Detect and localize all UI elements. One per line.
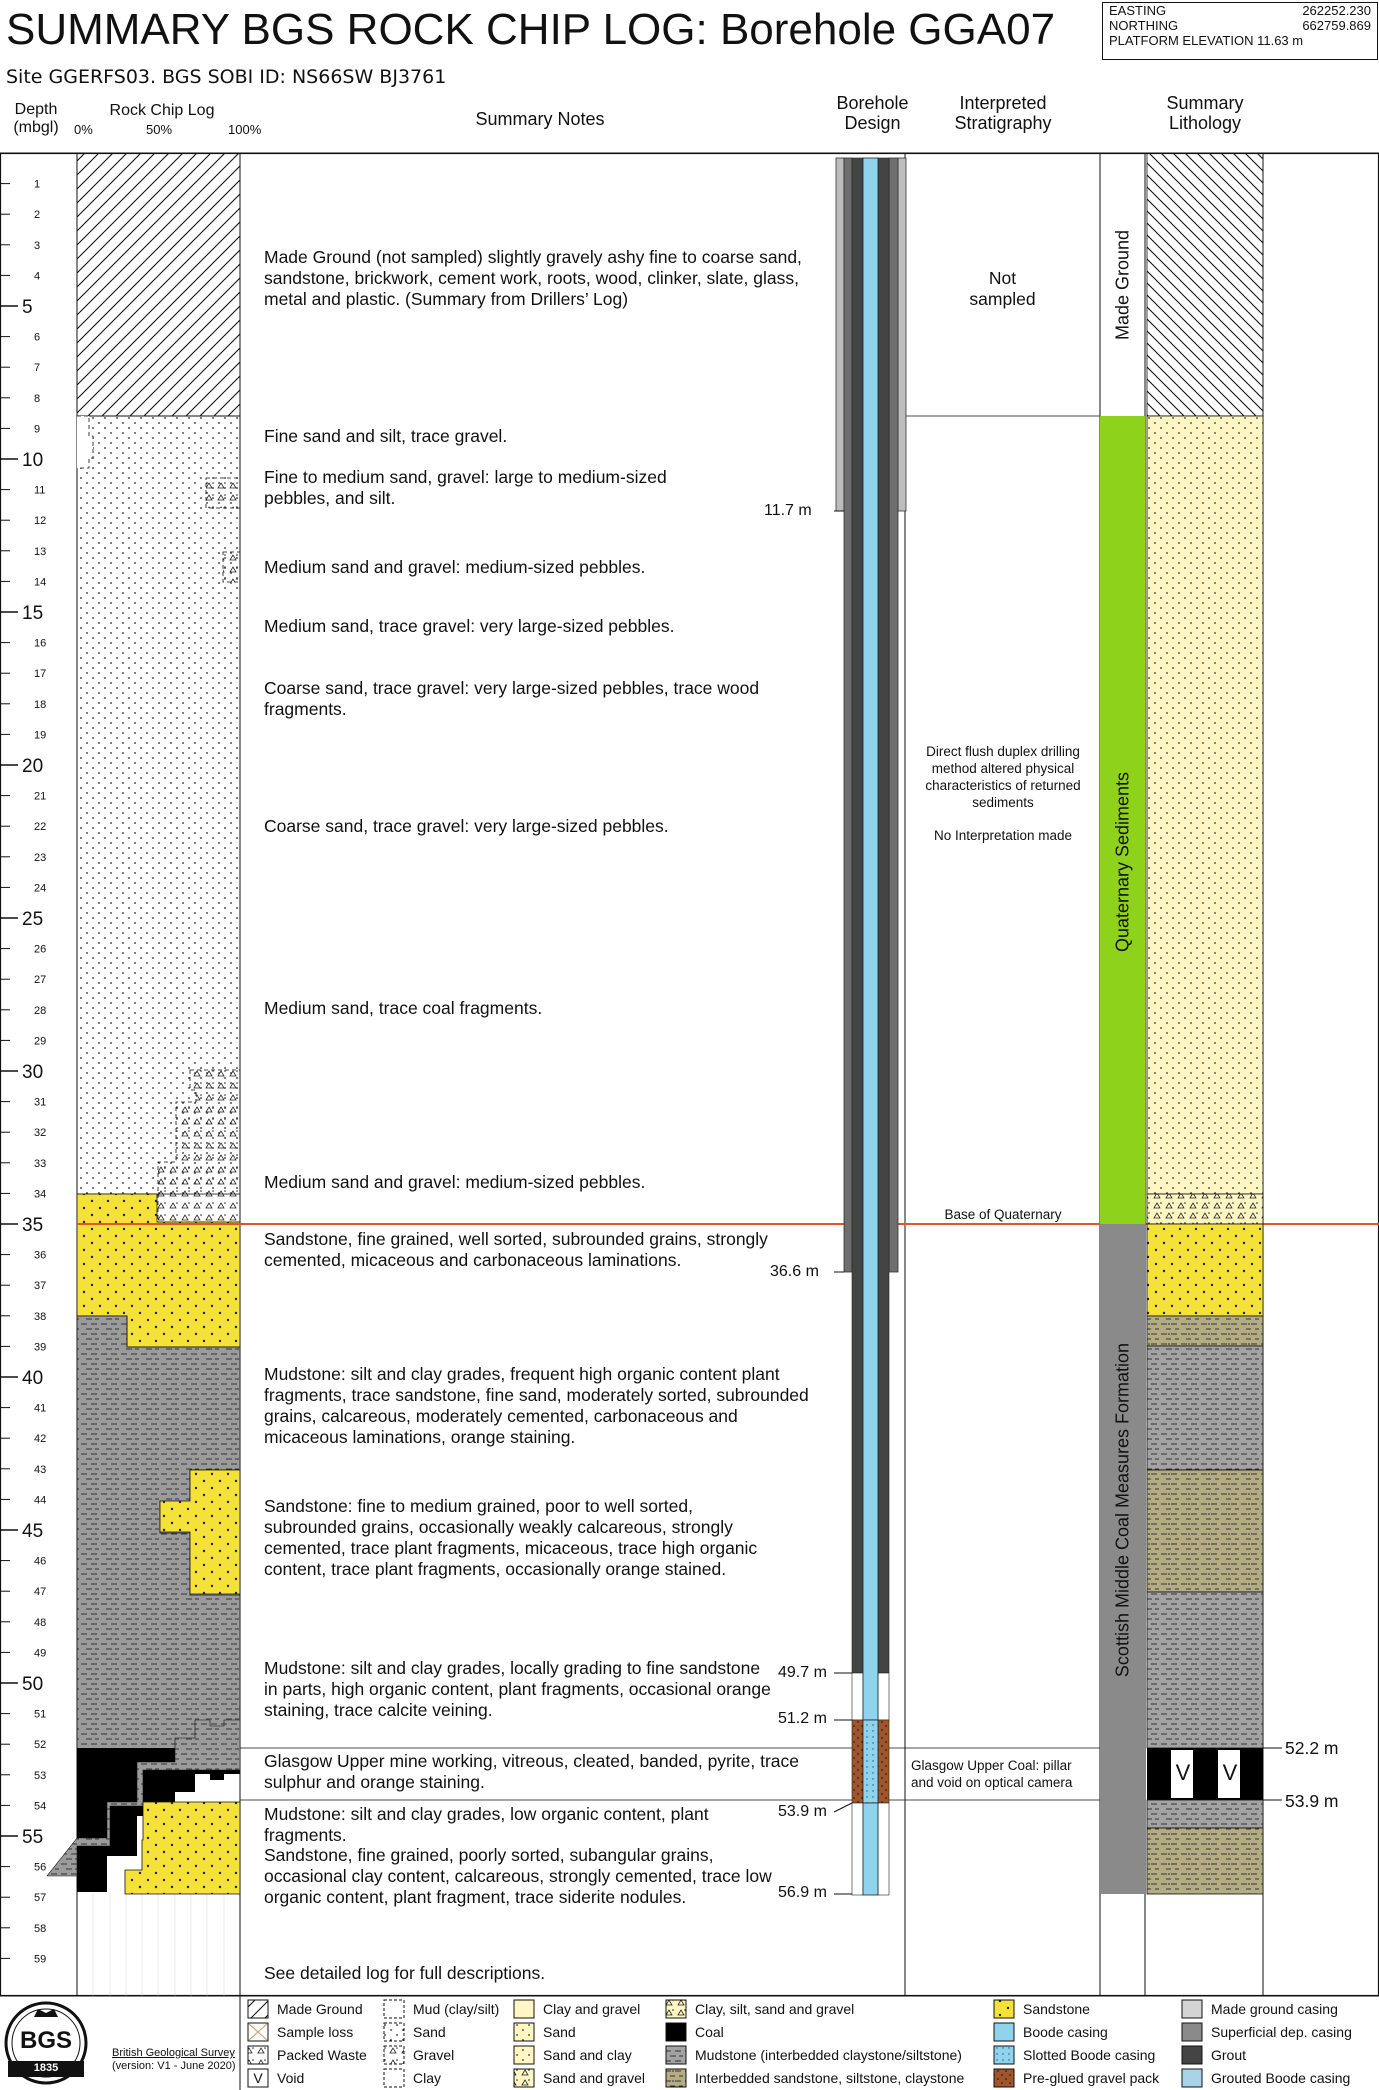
northing-label: NORTHING [1109,18,1179,33]
legend-swatch-made-ground-casing [1182,2000,1202,2018]
notes-header: Summary Notes [475,109,605,129]
lith-mudstone-2 [1147,1592,1263,1748]
rock-chip-header: Rock Chip Log [109,102,215,119]
lith-interbedded-2 [1147,1470,1263,1592]
legend-swatch-interbedded [666,2069,686,2087]
legend-label-clay: Clay [413,2070,442,2086]
casing-depth-11-7: 11.7 m [764,502,812,519]
note-made-ground: Made Ground (not sampled) slightly gravely ashy fine to coarse sand, sandstone, brickwork, cement work, roots, wood, clinker, slate, glass, metal and plastic. (Summary from Drillers’ Log) [264,247,802,309]
legend-swatch-sand-clay [514,2046,534,2064]
platform-label: PLATFORM ELEVATION [1109,33,1254,48]
depth-tick-label: 46 [34,1555,47,1568]
depth-tick-label: 55 [22,1827,44,1848]
open-right [878,1673,889,1720]
grout-right [878,158,889,1673]
depth-tick-label: 35 [22,1215,44,1236]
legend-swatch-mudstone [666,2046,686,2064]
formation-quaternary: Quaternary Sediments [1112,771,1133,953]
legend-label-clay-silt-sand-gravel: Clay, silt, sand and gravel [695,2001,855,2017]
legend-label-made-ground-casing: Made ground casing [1211,2001,1338,2017]
legend-label-void: Void [277,2070,305,2086]
depth-tick-label: 1 [34,178,41,191]
legend-label-sandstone: Sandstone [1023,2001,1090,2017]
depth-tick-label: 49 [34,1647,47,1660]
depth-tick-label: 7 [34,362,41,375]
note-fine-medium-sand: Fine to medium sand, gravel: large to medium-sized pebbles, and silt. [264,467,667,508]
legend-swatch-packed-waste [248,2046,268,2064]
note-sandstone-1: Sandstone, fine grained, well sorted, subrounded grains, strongly cemented, micaceous and carbonaceous laminations. [264,1229,768,1270]
depth-tick-label: 12 [34,515,47,528]
lith-made-ground [1147,153,1263,416]
pct50-label: 50% [146,122,173,137]
legend-swatch-grouted-boode [1182,2069,1202,2087]
legend-swatch-sand-2 [514,2023,534,2041]
legend-label-clay-gravel: Clay and gravel [543,2001,641,2017]
depth-tick-label: 10 [22,450,44,471]
depth-tick-label: 41 [34,1402,47,1415]
depth-tick-label: 22 [34,821,47,834]
depth-tick-label: 40 [22,1368,44,1389]
strat-not-sampled: Not sampled [969,268,1036,309]
depth-tick-label: 21 [34,790,47,803]
bgs-logo [4,1999,88,2085]
depth-tick-label: 37 [34,1280,47,1293]
legend-swatch-superficial-casing [1182,2023,1202,2041]
superficial-casing-left [844,158,852,1272]
depth-tick-label: 38 [34,1310,47,1323]
note-mudstone-2: Mudstone: silt and clay grades, locally grading to fine sandstone in parts, high organic content, plant fragments, occasional orange staining, trace calcite veining. [264,1658,771,1720]
lith-depth-bottom: 53.9 m [1285,1791,1339,1811]
legend-label-sand: Sand [413,2024,446,2040]
legend-swatch-clay [384,2069,404,2087]
depth-tick-label: 29 [34,1035,47,1048]
strat-base-quaternary: Base of Quaternary [944,1207,1062,1222]
lith-sand [1147,416,1263,1194]
depth-tick-label: 14 [34,576,47,589]
depth-tick-label: 18 [34,698,47,711]
legend-swatch-coal [666,2023,686,2041]
legend-label-superficial-casing: Superficial dep. casing [1211,2024,1352,2040]
note-medium-sand-trace: Medium sand, trace gravel: very large-sized pebbles. [264,616,675,636]
depth-tick-label: 45 [22,1521,44,1542]
platform-value: 11.63 m [1257,33,1304,48]
formation-coal-measures: Scottish Middle Coal Measures Formation [1112,1342,1133,1678]
depth-tick-label: 58 [34,1922,47,1935]
depth-tick-label: 11 [34,484,46,497]
depth-tick-label: 15 [22,603,44,624]
note-coarse-sand: Coarse sand, trace gravel: very large-sized pebbles. [264,816,669,836]
depth-header-unit: (mbgl) [13,119,59,136]
legend-label-sand-2: Sand [543,2024,576,2040]
page-title: SUMMARY BGS ROCK CHIP LOG: Borehole GGA07 [6,5,1056,54]
depth-tick-label: 23 [34,851,47,864]
note-glasgow-upper: Glasgow Upper mine working, vitreous, cleated, banded, pyrite, trace sulphur and orange staining. [264,1751,799,1792]
open-left-lower [852,1803,863,1895]
legend-swatch-boode [994,2023,1014,2041]
legend-swatch-slotted-boode [994,2046,1014,2064]
depth-tick-label: 30 [22,1062,44,1083]
grout-left [852,158,863,1673]
depth-tick-label: 6 [34,331,41,344]
superficial-casing-right [889,158,898,1272]
casing-depth-51-2: 51.2 m [778,1710,827,1727]
chip-gravel-block-2 [223,552,240,582]
depth-tick-label: 2 [34,209,41,222]
pointer-53-9 [834,1803,852,1812]
legend-swatch-gravel [384,2046,404,2064]
legend-label-grouted-boode: Grouted Boode casing [1211,2070,1351,2086]
depth-tick-label: 20 [22,756,44,777]
easting-label: EASTING [1109,3,1167,18]
depth-tick-label: 42 [34,1433,47,1446]
lith-header-2: Lithology [1168,113,1242,133]
legend-swatch-mud [384,2000,404,2018]
legend-label-gravel-pack: Pre-glued gravel pack [1023,2070,1160,2086]
depth-tick-label: 47 [34,1586,47,1599]
legend-swatch-made-ground [248,2000,268,2018]
pct100-label: 100% [228,122,262,137]
lith-interbedded-3 [1147,1828,1263,1894]
depth-tick-label: 8 [34,392,41,405]
boode-casing [863,158,878,1720]
depth-tick-label: 4 [34,270,41,283]
open-left [852,1673,863,1720]
lith-mudstone-1 [1147,1346,1263,1470]
depth-tick-label: 51 [34,1708,47,1721]
legend-label-grout: Grout [1211,2047,1247,2063]
legend-label-sample-loss: Sample loss [277,2024,354,2040]
depth-tick-label: 33 [34,1157,47,1170]
legend-swatch-gravel-pack [994,2069,1014,2087]
depth-tick-label: 28 [34,1004,47,1017]
note-sandstone-3: Sandstone, fine grained, poorly sorted, subangular grains, occasional clay content, calcareous, strongly cemented, trace low organic content, plant fragment, trace siderite nodules. [264,1845,772,1907]
depth-tick-label: 56 [34,1861,47,1874]
depth-ticks [0,179,46,1966]
chip-made-ground [77,153,240,416]
depth-tick-label: 39 [34,1341,47,1354]
lith-mudstone-3 [1147,1800,1263,1828]
made-ground-casing-right [898,158,906,511]
note-sandstone-2: Sandstone: fine to medium grained, poor to well sorted, subrounded grains, occasionally weakly calcareous, strongly cemented, trace plant fragments, micaceous, trace high organic content, trace plant fragments, occasionally orange stained. [264,1496,758,1579]
depth-tick-label: 32 [34,1127,47,1140]
depth-tick-label: 52 [34,1739,47,1752]
lith-interbedded-1 [1147,1316,1263,1346]
depth-tick-label: 59 [34,1953,47,1966]
legend-label-gravel: Gravel [413,2047,455,2063]
casing-depth-36-6: 36.6 m [770,1263,819,1280]
depth-tick-label: 19 [34,729,47,742]
casing-depth-56-9: 56.9 m [778,1884,827,1901]
legend-void-glyph: V [253,2070,263,2086]
legend-swatch-clay-silt-sand-gravel [666,2000,686,2018]
depth-tick-label: 36 [34,1249,47,1262]
note-mudstone-3: Mudstone: silt and clay grades, low organic content, plant fragments. [264,1804,709,1845]
legend-swatch-sand-gravel [514,2069,534,2087]
legend-label-coal: Coal [695,2024,724,2040]
open-right-lower [878,1803,889,1895]
legend-label-boode: Boode casing [1023,2024,1108,2040]
summary-lithology [1147,153,1282,1894]
bgs-version: (version: V1 - June 2020) [112,2060,236,2072]
northing-value: 662759.869 [1302,18,1371,33]
legend-label-mud: Mud (clay/silt) [413,2001,500,2017]
depth-tick-label: 27 [34,974,47,987]
page-subtitle: Site GGERFS03. BGS SOBI ID: NS66SW BJ3761 [6,66,447,88]
formation-made-ground: Made Ground [1112,229,1133,341]
lith-void-label-1: V [1175,1760,1191,1785]
depth-tick-label: 57 [34,1892,47,1905]
legend-label-interbedded: Interbedded sandstone, siltstone, claystone [695,2070,965,2086]
note-medium-sand-gravel: Medium sand and gravel: medium-sized pebbles. [264,557,646,577]
depth-tick-label: 24 [34,882,47,895]
gravel-pack-right [878,1720,889,1803]
strat-header-2: Stratigraphy [954,113,1052,133]
boode-casing-lower [863,1803,878,1895]
strat-glasgow-coal: Glasgow Upper Coal: pillar and void on optical camera [911,1758,1073,1790]
depth-tick-label: 44 [34,1494,47,1507]
lith-header-1: Summary [1166,93,1244,113]
legend-label-packed-waste: Packed Waste [277,2047,367,2063]
depth-tick-label: 13 [34,545,47,558]
made-ground-casing-left [836,158,844,511]
lith-coal [1147,1748,1263,1800]
legend-label-made-ground: Made Ground [277,2001,363,2017]
legend [244,1997,1379,2090]
gravel-pack-left [852,1720,863,1803]
depth-tick-label: 26 [34,943,47,956]
depth-header-label: Depth [14,101,58,118]
lith-depth-top: 52.2 m [1285,1738,1339,1758]
depth-tick-label: 54 [34,1800,47,1813]
borehole-header-1: Borehole [836,93,909,113]
note-coarse-sand-wood: Coarse sand, trace gravel: very large-sized pebbles, trace wood fragments. [264,678,760,719]
depth-tick-label: 25 [22,909,44,930]
borehole-design [834,158,906,1895]
legend-swatch-clay-gravel [514,2000,534,2018]
borehole-header-2: Design [844,113,901,133]
easting-value: 262252.230 [1302,3,1371,18]
casing-depth-49-7: 49.7 m [778,1664,827,1681]
note-mudstone-1: Mudstone: silt and clay grades, frequent high organic content plant fragments, trace sandstone, fine sand, moderately sorted, subrounded grains, calcareous, moderately cemented, carbonaceous and micaceous laminations, orange staining. [264,1364,809,1447]
strat-no-interpretation: No Interpretation made [933,828,1073,843]
depth-tick-label: 34 [34,1188,47,1201]
depth-tick-label: 31 [34,1096,47,1109]
bgs-logo-year: 1835 [33,2062,59,2074]
depth-tick-label: 48 [34,1616,47,1629]
depth-tick-label: 3 [34,239,41,252]
strat-direct-flush: Direct flush duplex drilling method altered physical characteristics of returned sediments [925,744,1081,810]
chip-gravel-block-1 [206,478,240,508]
bgs-org-name: British Geological Survey [112,2047,235,2059]
strat-header-1: Interpreted [959,93,1047,113]
note-medium-sand-coal: Medium sand, trace coal fragments. [264,998,543,1018]
bgs-logo-text: BGS [19,2027,72,2054]
legend-swatch-grout [1182,2046,1202,2064]
depth-tick-label: 53 [34,1769,47,1782]
note-see-detailed-log: See detailed log for full descriptions. [264,1963,546,1983]
legend-swatch-sandstone [994,2000,1014,2018]
legend-label-sand-clay: Sand and clay [543,2047,632,2063]
lith-void-label-2: V [1222,1760,1238,1785]
casing-depth-53-9: 53.9 m [778,1803,827,1820]
rock-chip-column [47,153,240,1996]
note-medium-sand-gravel-2: Medium sand and gravel: medium-sized pebbles. [264,1172,646,1192]
depth-tick-label: 16 [34,637,47,650]
lith-sandstone-1 [1147,1224,1263,1316]
depth-tick-label: 5 [22,297,33,318]
slotted-boode-casing [863,1720,878,1803]
note-fine-sand-silt: Fine sand and silt, trace gravel. [264,426,508,446]
legend-label-mudstone: Mudstone (interbedded claystone/siltstone) [695,2047,962,2063]
legend-label-sand-gravel: Sand and gravel [543,2070,645,2086]
legend-swatch-sand [384,2023,404,2041]
depth-tick-label: 9 [34,423,41,436]
depth-tick-label: 43 [34,1463,47,1476]
depth-tick-label: 17 [34,668,47,681]
pct0-label: 0% [74,122,93,137]
lith-sand-gravel [1147,1194,1263,1224]
depth-tick-label: 50 [22,1674,44,1695]
legend-label-slotted-boode: Slotted Boode casing [1023,2047,1156,2063]
